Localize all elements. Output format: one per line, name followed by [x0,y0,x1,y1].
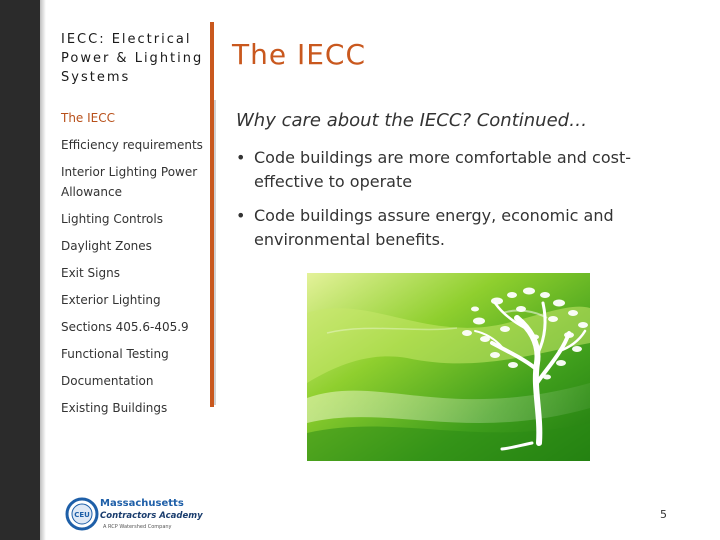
sidebar-item-functional-testing[interactable]: Functional Testing [61,347,169,361]
sidebar-item-exterior-lighting[interactable]: Exterior Lighting [61,293,161,307]
logo-line-3: A RCP Watershed Company [103,524,172,530]
slide-subtitle: Why care about the IECC? Continued… [236,110,588,131]
divider-shadow [214,100,216,405]
sidebar-item-sections-405[interactable]: Sections 405.6-405.9 [61,320,189,334]
bullet-list [234,146,654,262]
sidebar-nav [61,108,211,425]
page-number: 5 [660,508,667,521]
green-tree-illustration [307,273,590,461]
sidebar-item-daylight-zones[interactable]: Daylight Zones [61,239,152,253]
sidebar-item-exit-signs[interactable]: Exit Signs [61,266,120,280]
sidebar-item-efficiency-requirements[interactable]: Efficiency requirements [61,138,203,152]
logo-line-1: Massachusetts [100,498,184,509]
bullet-text: Code buildings assure energy, economic and environmental benefits. [254,206,614,249]
sidebar-item-lighting-controls[interactable]: Lighting Controls [61,212,163,226]
sidebar-item-existing-buildings[interactable]: Existing Buildings [61,401,168,415]
sidebar-title: IECC: Electrical Power & Lighting Systems [61,32,204,85]
bullet-item [234,146,654,194]
sidebar-item-interior-lighting-power-allowance[interactable]: Interior Lighting Power Allowance [61,165,198,199]
bullet-item [234,204,654,252]
dark-side-strip [0,0,40,540]
bullet-icon: • [236,148,246,167]
logo-graphic [65,493,203,536]
sidebar-item-documentation[interactable]: Documentation [61,374,154,388]
slide-title: The IECC [232,38,367,71]
bullet-icon: • [236,206,246,225]
logo-line-2: Contractors Academy [100,511,203,521]
company-logo [65,493,203,536]
sidebar-item-the-iecc[interactable]: The IECC [61,111,116,125]
bullet-text: Code buildings are more comfortable and cost-effective to operate [254,148,631,191]
logo-badge-text: CEU [74,511,90,519]
